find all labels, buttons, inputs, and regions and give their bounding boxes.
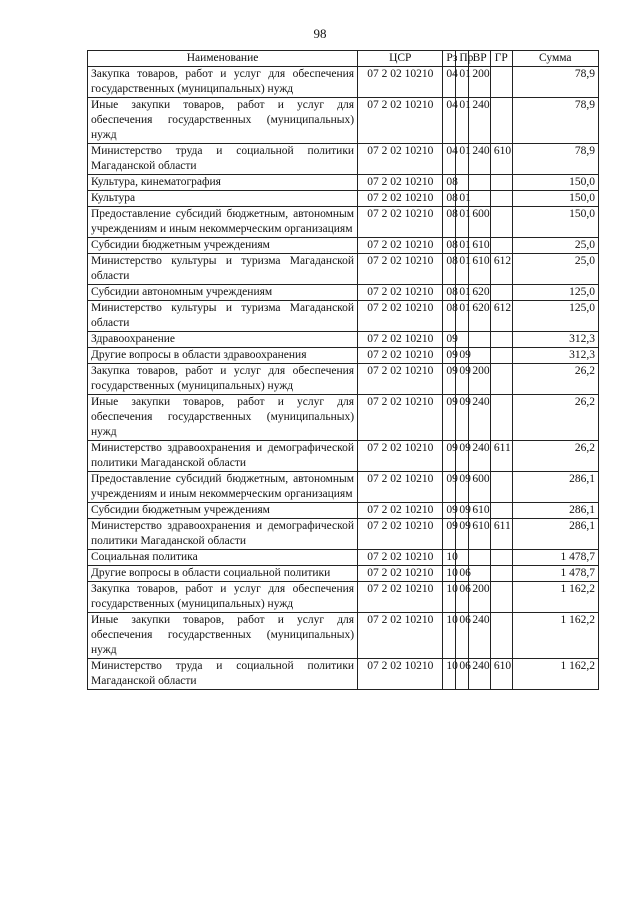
cell-csr: 07 2 02 10210 — [358, 332, 443, 348]
table-row — [88, 144, 599, 175]
cell-pr: 09 — [456, 472, 469, 503]
cell-rz: 10 — [443, 613, 456, 659]
cell-rz: 04 — [443, 98, 456, 144]
cell-sum: 150,0 — [512, 191, 598, 207]
cell-rz: 08 — [443, 191, 456, 207]
cell-gr — [490, 238, 512, 254]
cell-pr: 06 — [456, 566, 469, 582]
cell-name: Министерство культуры и туризма Магаданской области — [88, 301, 358, 332]
cell-csr: 07 2 02 10210 — [358, 254, 443, 285]
cell-sum: 1 478,7 — [512, 566, 598, 582]
cell-vr: 610 — [469, 254, 491, 285]
cell-pr: 01 — [456, 254, 469, 285]
cell-csr: 07 2 02 10210 — [358, 67, 443, 98]
cell-name: Закупка товаров, работ и услуг для обеспечения государственных (муниципальных) нужд — [88, 67, 358, 98]
cell-csr: 07 2 02 10210 — [358, 613, 443, 659]
cell-vr: 610 — [469, 238, 491, 254]
table-row — [88, 207, 599, 238]
cell-vr: 240 — [469, 659, 491, 690]
cell-pr: 09 — [456, 364, 469, 395]
cell-name: Предоставление субсидий бюджетным, автономным учреждениям и иным некоммерческим организациям — [88, 472, 358, 503]
cell-sum: 150,0 — [512, 175, 598, 191]
cell-name: Иные закупки товаров, работ и услуг для обеспечения государственных (муниципальных) нужд — [88, 395, 358, 441]
cell-vr: 200 — [469, 582, 491, 613]
cell-vr: 600 — [469, 207, 491, 238]
cell-pr: 06 — [456, 613, 469, 659]
cell-name: Министерство здравоохранения и демографической политики Магаданской области — [88, 519, 358, 550]
header-rz: Рз — [443, 51, 456, 67]
cell-csr: 07 2 02 10210 — [358, 582, 443, 613]
cell-csr: 07 2 02 10210 — [358, 659, 443, 690]
table-row — [88, 348, 599, 364]
table-header-row — [88, 51, 599, 67]
cell-gr: 610 — [490, 144, 512, 175]
cell-name: Министерство культуры и туризма Магаданской области — [88, 254, 358, 285]
cell-vr — [469, 175, 491, 191]
cell-sum: 25,0 — [512, 238, 598, 254]
cell-vr: 240 — [469, 144, 491, 175]
cell-name: Предоставление субсидий бюджетным, автономным учреждениям и иным некоммерческим организациям — [88, 207, 358, 238]
cell-gr — [490, 285, 512, 301]
cell-sum: 286,1 — [512, 503, 598, 519]
cell-vr — [469, 566, 491, 582]
cell-rz: 04 — [443, 67, 456, 98]
cell-rz: 09 — [443, 472, 456, 503]
budget-table — [87, 50, 599, 690]
cell-rz: 10 — [443, 550, 456, 566]
header-vr: ВР — [469, 51, 491, 67]
cell-vr: 200 — [469, 364, 491, 395]
cell-sum: 26,2 — [512, 395, 598, 441]
cell-gr — [490, 348, 512, 364]
cell-csr: 07 2 02 10210 — [358, 238, 443, 254]
cell-csr: 07 2 02 10210 — [358, 144, 443, 175]
cell-gr — [490, 472, 512, 503]
cell-pr: 06 — [456, 659, 469, 690]
page-number: 98 — [313, 26, 327, 41]
cell-rz: 08 — [443, 238, 456, 254]
table-row — [88, 301, 599, 332]
cell-pr: 01 — [456, 191, 469, 207]
header-name: Наименование — [88, 51, 358, 67]
cell-csr: 07 2 02 10210 — [358, 503, 443, 519]
table-row — [88, 332, 599, 348]
cell-csr: 07 2 02 10210 — [358, 207, 443, 238]
cell-csr: 07 2 02 10210 — [358, 175, 443, 191]
cell-name: Закупка товаров, работ и услуг для обеспечения государственных (муниципальных) нужд — [88, 582, 358, 613]
cell-sum: 26,2 — [512, 441, 598, 472]
cell-gr — [490, 191, 512, 207]
table-row — [88, 472, 599, 503]
cell-vr: 240 — [469, 441, 491, 472]
cell-vr: 200 — [469, 67, 491, 98]
cell-rz: 09 — [443, 441, 456, 472]
table-row — [88, 175, 599, 191]
cell-rz: 04 — [443, 144, 456, 175]
cell-name: Субсидии бюджетным учреждениям — [88, 503, 358, 519]
cell-vr — [469, 191, 491, 207]
cell-pr: 01 — [456, 67, 469, 98]
cell-csr: 07 2 02 10210 — [358, 98, 443, 144]
cell-vr: 240 — [469, 395, 491, 441]
cell-pr: 01 — [456, 144, 469, 175]
table-row — [88, 566, 599, 582]
cell-gr — [490, 503, 512, 519]
cell-sum: 1 162,2 — [512, 613, 598, 659]
cell-rz: 09 — [443, 332, 456, 348]
cell-gr — [490, 98, 512, 144]
table-row — [88, 67, 599, 98]
cell-sum: 1 162,2 — [512, 659, 598, 690]
cell-gr — [490, 332, 512, 348]
cell-name: Социальная политика — [88, 550, 358, 566]
cell-csr: 07 2 02 10210 — [358, 301, 443, 332]
cell-vr: 240 — [469, 98, 491, 144]
cell-csr: 07 2 02 10210 — [358, 550, 443, 566]
cell-sum: 286,1 — [512, 519, 598, 550]
cell-name: Здравоохранение — [88, 332, 358, 348]
header-csr: ЦСР — [358, 51, 443, 67]
cell-csr: 07 2 02 10210 — [358, 395, 443, 441]
table-row — [88, 98, 599, 144]
cell-sum: 26,2 — [512, 364, 598, 395]
cell-sum: 286,1 — [512, 472, 598, 503]
cell-gr — [490, 207, 512, 238]
table-row — [88, 238, 599, 254]
cell-csr: 07 2 02 10210 — [358, 191, 443, 207]
cell-rz: 08 — [443, 254, 456, 285]
cell-sum: 312,3 — [512, 332, 598, 348]
header-pr: Пр — [456, 51, 469, 67]
cell-pr: 01 — [456, 207, 469, 238]
cell-rz: 09 — [443, 348, 456, 364]
cell-csr: 07 2 02 10210 — [358, 472, 443, 503]
cell-gr: 612 — [490, 254, 512, 285]
cell-name: Субсидии бюджетным учреждениям — [88, 238, 358, 254]
cell-vr — [469, 332, 491, 348]
header-sum: Сумма — [512, 51, 598, 67]
cell-name: Министерство труда и социальной политики Магаданской области — [88, 144, 358, 175]
table-row — [88, 503, 599, 519]
cell-pr: 09 — [456, 395, 469, 441]
cell-name: Культура, кинематография — [88, 175, 358, 191]
cell-pr: 06 — [456, 582, 469, 613]
cell-name: Министерство труда и социальной политики Магаданской области — [88, 659, 358, 690]
cell-name: Иные закупки товаров, работ и услуг для обеспечения государственных (муниципальных) нужд — [88, 613, 358, 659]
cell-rz: 10 — [443, 659, 456, 690]
cell-sum: 78,9 — [512, 98, 598, 144]
cell-vr: 620 — [469, 285, 491, 301]
cell-sum: 25,0 — [512, 254, 598, 285]
cell-rz: 09 — [443, 519, 456, 550]
cell-gr — [490, 582, 512, 613]
cell-rz: 09 — [443, 364, 456, 395]
cell-pr: 01 — [456, 238, 469, 254]
cell-gr — [490, 550, 512, 566]
cell-vr: 610 — [469, 519, 491, 550]
cell-pr: 09 — [456, 503, 469, 519]
cell-rz: 08 — [443, 207, 456, 238]
cell-sum: 1 162,2 — [512, 582, 598, 613]
cell-gr — [490, 67, 512, 98]
cell-gr: 611 — [490, 519, 512, 550]
cell-pr: 01 — [456, 301, 469, 332]
cell-csr: 07 2 02 10210 — [358, 441, 443, 472]
table-row — [88, 285, 599, 301]
cell-name: Министерство здравоохранения и демографической политики Магаданской области — [88, 441, 358, 472]
cell-name: Культура — [88, 191, 358, 207]
table-body — [88, 67, 599, 690]
cell-name: Иные закупки товаров, работ и услуг для обеспечения государственных (муниципальных) нужд — [88, 98, 358, 144]
cell-rz: 10 — [443, 582, 456, 613]
cell-gr: 610 — [490, 659, 512, 690]
table-row — [88, 441, 599, 472]
cell-pr: 09 — [456, 348, 469, 364]
cell-pr: 09 — [456, 519, 469, 550]
cell-gr: 611 — [490, 441, 512, 472]
table-row — [88, 659, 599, 690]
cell-sum: 150,0 — [512, 207, 598, 238]
cell-rz: 08 — [443, 175, 456, 191]
cell-gr: 612 — [490, 301, 512, 332]
cell-rz: 10 — [443, 566, 456, 582]
cell-sum: 312,3 — [512, 348, 598, 364]
cell-pr: 01 — [456, 98, 469, 144]
cell-rz: 09 — [443, 395, 456, 441]
table-row — [88, 395, 599, 441]
cell-sum: 78,9 — [512, 144, 598, 175]
table-row — [88, 519, 599, 550]
cell-name: Субсидии автономным учреждениям — [88, 285, 358, 301]
cell-sum: 125,0 — [512, 301, 598, 332]
cell-gr — [490, 613, 512, 659]
cell-name: Закупка товаров, работ и услуг для обеспечения государственных (муниципальных) нужд — [88, 364, 358, 395]
table-row — [88, 191, 599, 207]
cell-rz: 09 — [443, 503, 456, 519]
table-row — [88, 582, 599, 613]
table-row — [88, 364, 599, 395]
cell-vr: 600 — [469, 472, 491, 503]
table-row — [88, 550, 599, 566]
cell-csr: 07 2 02 10210 — [358, 285, 443, 301]
cell-pr: 01 — [456, 285, 469, 301]
cell-name: Другие вопросы в области социальной политики — [88, 566, 358, 582]
cell-csr: 07 2 02 10210 — [358, 566, 443, 582]
cell-vr: 620 — [469, 301, 491, 332]
header-gr: ГР — [490, 51, 512, 67]
cell-gr — [490, 566, 512, 582]
table-row — [88, 613, 599, 659]
cell-gr — [490, 395, 512, 441]
cell-vr: 240 — [469, 613, 491, 659]
cell-vr — [469, 550, 491, 566]
cell-vr — [469, 348, 491, 364]
cell-name: Другие вопросы в области здравоохранения — [88, 348, 358, 364]
cell-sum: 1 478,7 — [512, 550, 598, 566]
table-row — [88, 254, 599, 285]
cell-csr: 07 2 02 10210 — [358, 364, 443, 395]
cell-sum: 125,0 — [512, 285, 598, 301]
cell-rz: 08 — [443, 285, 456, 301]
cell-gr — [490, 364, 512, 395]
cell-csr: 07 2 02 10210 — [358, 348, 443, 364]
cell-rz: 08 — [443, 301, 456, 332]
cell-sum: 78,9 — [512, 67, 598, 98]
cell-csr: 07 2 02 10210 — [358, 519, 443, 550]
cell-vr: 610 — [469, 503, 491, 519]
cell-gr — [490, 175, 512, 191]
cell-pr: 09 — [456, 441, 469, 472]
